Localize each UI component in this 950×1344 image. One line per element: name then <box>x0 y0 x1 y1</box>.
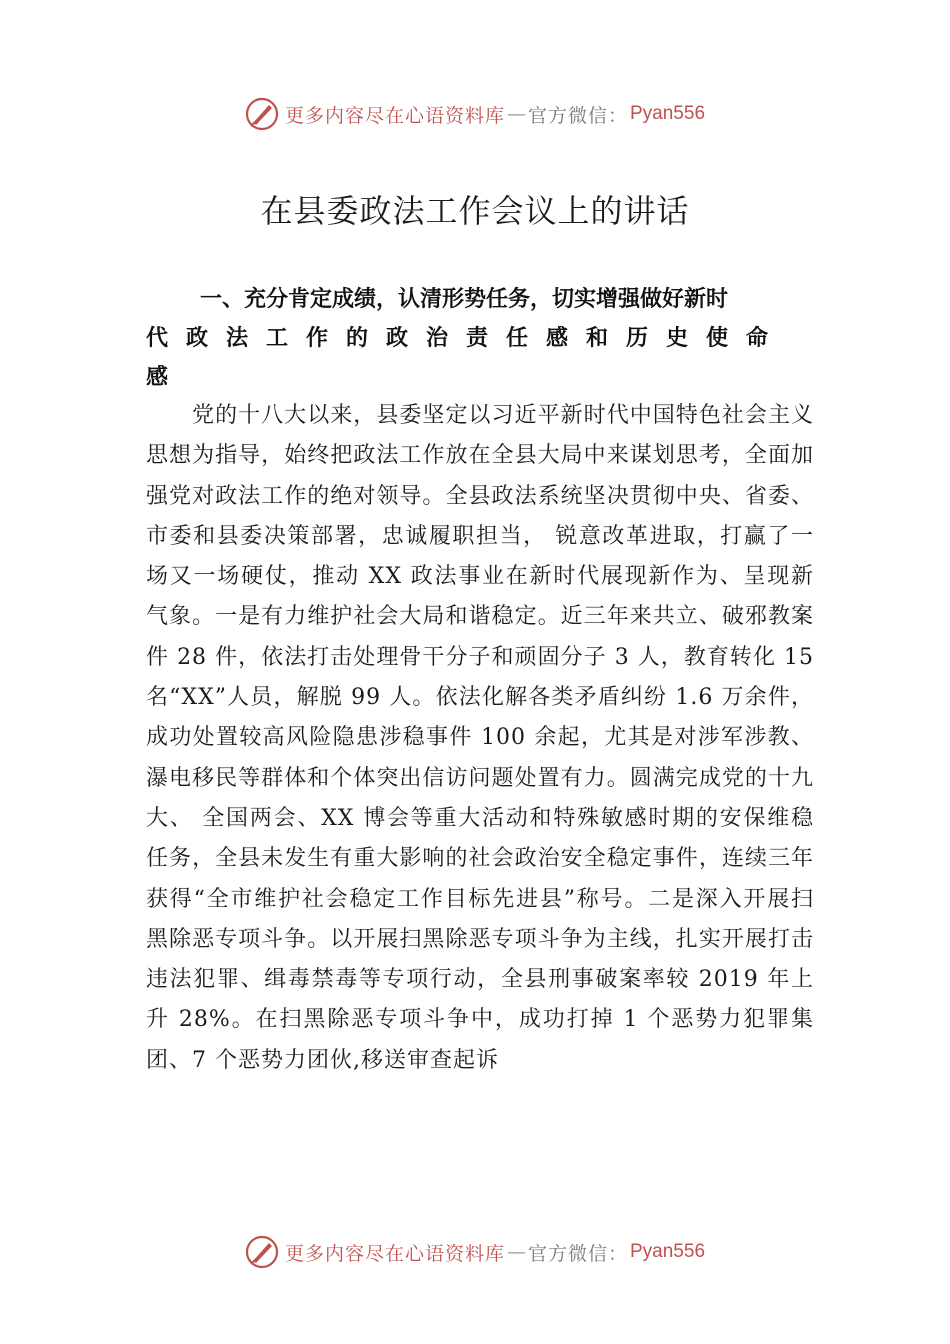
banner-wechat-id: Pyan556 <box>630 1241 706 1262</box>
section-heading-line2: 代政法工作的政治责任感和历史使命 <box>146 326 787 351</box>
section-heading-line1: 一、充分肯定成绩，认清形势任务，切实增强做好新时 <box>200 287 729 312</box>
banner-slogan: 更多内容尽在心语资料库 <box>284 104 505 127</box>
banner-wechat-label: 官方微信： <box>527 1242 628 1265</box>
banner-slogan: 更多内容尽在心语资料库 <box>284 1242 505 1265</box>
header-banner <box>0 92 950 136</box>
body-paragraph-text: 党的十八大以来，县委坚定以习近平新时代中国特色社会主义思想为指导，始终把政法工作放在全县大局中来谋划思考，全面加强党对政法工作的绝对领导。全县政法系统坚决贯彻中央、省委、市委和县委决策部署，忠诚履职担当， 锐意改革进取，打赢了一场又一场硬仗，推动 XX 政法事业在新时代展现新作为、呈现新气象。一是有力维护社会大局和谐稳定。近三年来共立、破邪教案件 28 件，依法打击处理骨干分子和顽固分子 3 人，教育转化 15 名“XX”人员，解脱 99 人。依法化解各类矛盾纠纷 1.6 万余件，成功处置较高风险隐患涉稳事件 100 余起，尤其是对涉军涉教、瀑电移民等群体和个体突出信访问题处置有力。圆满完成党的十九大、 全国两会、XX 博会等重大活动和特殊敏感时期的安保维稳任务，全县未发生有重大影响的社会政治安全稳定事件，连续三年获得“全市维护社会稳定工作目标先进县”称号。二是深入开展扫黑除恶专项斗争。以开展扫黑除恶专项斗争为主线，扎实开展打击违法犯罪、缉毒禁毒等专项行动，全县刑事破案率较 2019 年上升 28%。在扫黑除恶专项斗争中，成功打掉 1 个恶势力犯罪集团、7 个恶势力团伙,移送审查起诉 <box>146 403 814 1073</box>
section-heading <box>146 280 806 397</box>
banner-wechat-label: 官方微信： <box>527 104 628 127</box>
quill-logo-icon <box>245 1235 279 1269</box>
banner-dash: — <box>506 103 526 125</box>
section-heading-line3: 感 <box>146 365 169 390</box>
document-title: 在县委政法工作会议上的讲话 <box>260 192 690 230</box>
quill-logo-icon <box>245 97 279 131</box>
body-paragraph <box>146 396 814 1081</box>
footer-banner <box>0 1230 950 1274</box>
banner-wechat-id: Pyan556 <box>630 103 706 124</box>
banner-dash: — <box>506 1241 526 1263</box>
